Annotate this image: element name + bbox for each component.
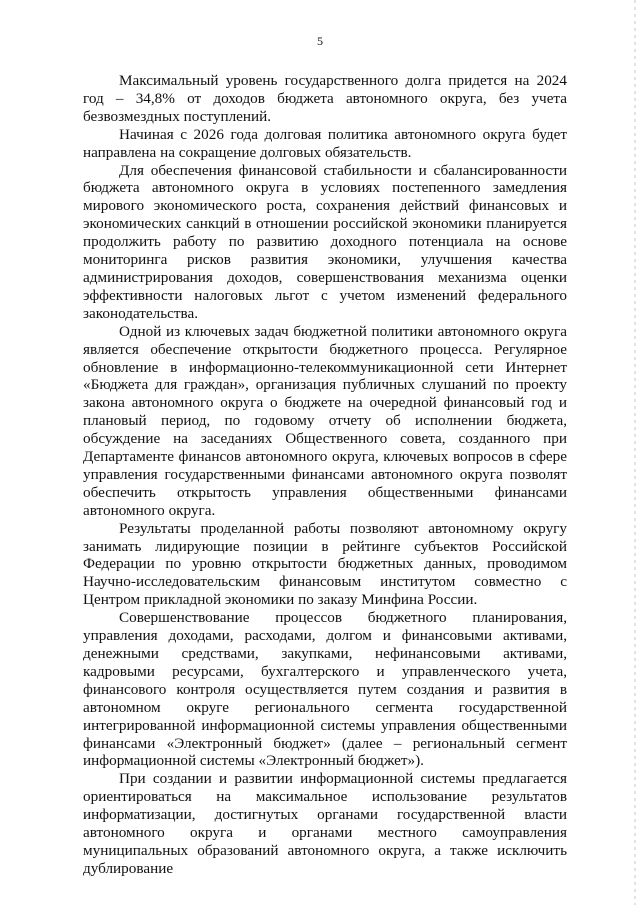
- paragraph-budget-transparency: Одной из ключевых задач бюджетной политики автономного округа является обеспечение открытости бюджетного процесса. Регулярное обновление в информационно-телекоммуникационной сети Интернет «Бюджета для граждан», организация публичных слушаний по проекту закона автономного округа о бюджете на очередной финансовый год и плановый период, по годовому отчету об исполнении бюджета, обсуждение на заседаниях Общественного совета, созданного при Департаменте финансов автономного округа, ключевых вопросов в сфере управления государственными финансами автономного округа позволят обеспечить открытость управления общественными финансами автономного округа.: [83, 322, 567, 519]
- paragraph-financial-stability: Для обеспечения финансовой стабильности и сбалансированности бюджета автономного округа в условиях постепенного замедления мирового экономического роста, сохранения действий финансовых и экономических санкций в отношении российской экономики планируется продолжить работу по развитию доходного потенциала на основе мониторинга рисков развития экономики, улучшения качества администрирования доходов, совершенствования механизма оценки эффективности налоговых льгот с учетом изменений федерального законодательства.: [83, 161, 567, 322]
- paragraph-debt-policy-2026: Начиная с 2026 года долговая политика автономного округа будет направлена на сокращение долговых обязательств.: [83, 125, 567, 161]
- paragraph-public-debt-level: Максимальный уровень государственного долга придется на 2024 год – 34,8% от доходов бюджета автономного округа, без учета безвозмездных поступлений.: [83, 72, 567, 125]
- scan-edge-artifact: [634, 0, 636, 905]
- paragraph-information-system: При создании и развитии информационной системы предлагается ориентироваться на максимальное использование результатов информатизации, достигнутых органами государственной власти автономного округа и органами местного самоуправления муниципальных образований автономного округа, а также исключить дублирование: [83, 770, 567, 877]
- paragraph-ranking-results: Результаты проделанной работы позволяют автономному округу занимать лидирующие позиции в рейтинге субъектов Российской Федерации по уровню открытости бюджетных данных, проводимом Научно-исследовательским финансовым институтом совместно с Центром прикладной экономики по заказу Минфина России.: [83, 519, 567, 609]
- paragraph-electronic-budget: Совершенствование процессов бюджетного планирования, управления доходами, расходами, долгом и финансовыми активами, денежными средствами, закупками, нефинансовыми активами, кадровыми ресурсами, бухгалтерского и управленческого учета, финансового контроля осуществляется путем создания и развития в автономном округе регионального сегмента государственной интегрированной информационной системы управления общественными финансами «Электронный бюджет» (далее – региональный сегмент информационной системы «Электронный бюджет»).: [83, 609, 567, 770]
- document-body: [83, 72, 567, 878]
- page-number: 5: [317, 34, 323, 48]
